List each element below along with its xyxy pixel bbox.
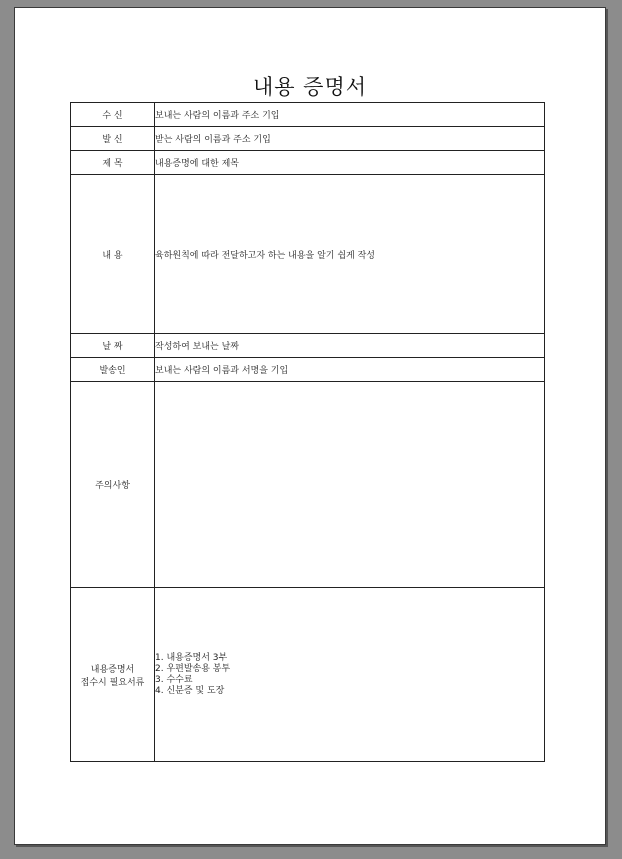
sender-label: 발 신: [71, 127, 155, 151]
required-docs-label-line2: 접수시 필요서류: [80, 677, 145, 688]
content-label: 내 용: [71, 175, 155, 334]
required-docs-list: [155, 653, 544, 697]
date-value: 작성하여 보내는 날짜: [155, 334, 545, 358]
dispatcher-value: 보내는 사람의 이름과 서명을 기입: [155, 358, 545, 382]
table-row-required-docs: [71, 588, 545, 762]
notes-value: [155, 382, 545, 588]
list-item: 3. 수수료: [155, 674, 193, 685]
required-docs-value: [155, 588, 545, 762]
table-row-notes: [71, 382, 545, 588]
table-row-subject: [71, 151, 545, 175]
date-label: 날 짜: [71, 334, 155, 358]
table-row-dispatcher: [71, 358, 545, 382]
list-item: 2. 우편발송용 봉투: [155, 663, 231, 674]
document-page: [14, 7, 606, 845]
dispatcher-label: 발송인: [71, 358, 155, 382]
table-row-recipient: [71, 103, 545, 127]
table-row-sender: [71, 127, 545, 151]
document-title: 내용 증명서: [252, 75, 368, 99]
subject-value: 내용증명에 대한 제목: [155, 151, 545, 175]
required-docs-label: [71, 588, 155, 762]
notes-label: 주의사항: [71, 382, 155, 588]
content-value: 육하원칙에 따라 전달하고자 하는 내용을 알기 쉽게 작성: [155, 175, 545, 334]
sender-value: 받는 사람의 이름과 주소 기입: [155, 127, 545, 151]
required-docs-label-line1: 내용증명서: [90, 664, 135, 675]
list-item: 4. 신분증 및 도장: [155, 685, 225, 696]
table-row-content: [71, 175, 545, 334]
table-row-date: [71, 334, 545, 358]
subject-label: 제 목: [71, 151, 155, 175]
recipient-value: 보내는 사람의 이름과 주소 기입: [155, 103, 545, 127]
certification-form-table: [70, 102, 545, 762]
list-item: 1. 내용증명서 3부: [155, 652, 228, 663]
recipient-label: 수 신: [71, 103, 155, 127]
